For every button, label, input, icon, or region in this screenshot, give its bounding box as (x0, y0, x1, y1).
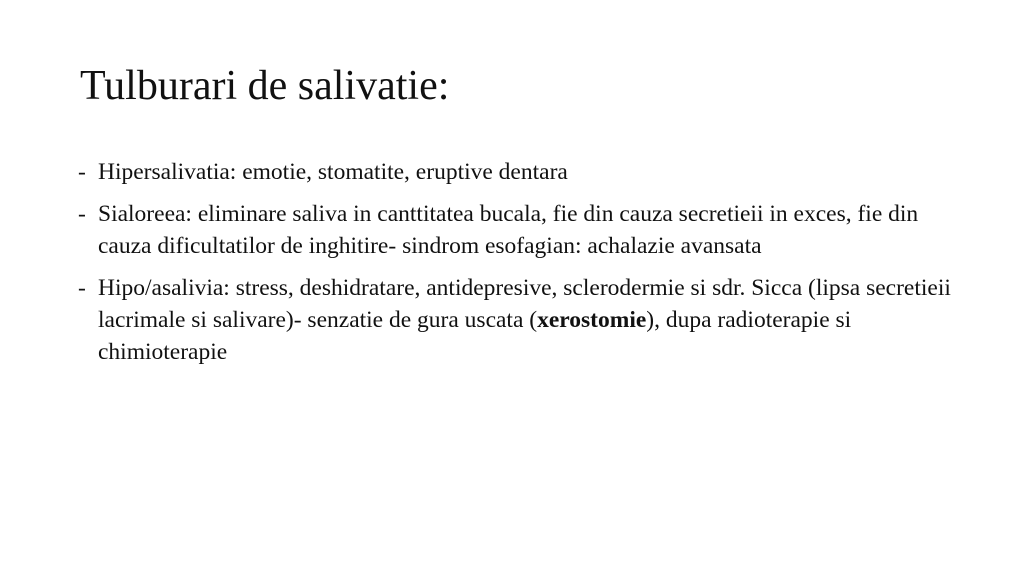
list-item (78, 156, 958, 188)
bullet-dash: - (78, 275, 86, 301)
text-after: ), dupa radioterapie si chimioterapie (98, 307, 852, 365)
text-before: Hipo/asalivia: stress, deshidratare, antidepresive, sclerodermie si sdr. Sicca (lipsa secretieii lacrimale si salivare)- senzatie de gura uscata ( (98, 275, 951, 333)
bold-term: xerostomie (537, 307, 647, 333)
bullet-dash: - (78, 159, 86, 185)
list-item (78, 272, 958, 368)
bullet-list (78, 156, 958, 378)
list-item-text (98, 272, 958, 368)
slide-title: Tulburari de salivatie: (80, 63, 450, 109)
bullet-dash: - (78, 201, 86, 227)
list-item (78, 198, 958, 262)
list-item-text: Hipersalivatia: emotie, stomatite, eruptive dentara (98, 159, 568, 185)
list-item-text: Sialoreea: eliminare saliva in canttitatea bucala, fie din cauza secretieii in exces, fie din cauza dificultatilor de inghitire- sindrom esofagian: achalazie avansata (98, 201, 919, 259)
